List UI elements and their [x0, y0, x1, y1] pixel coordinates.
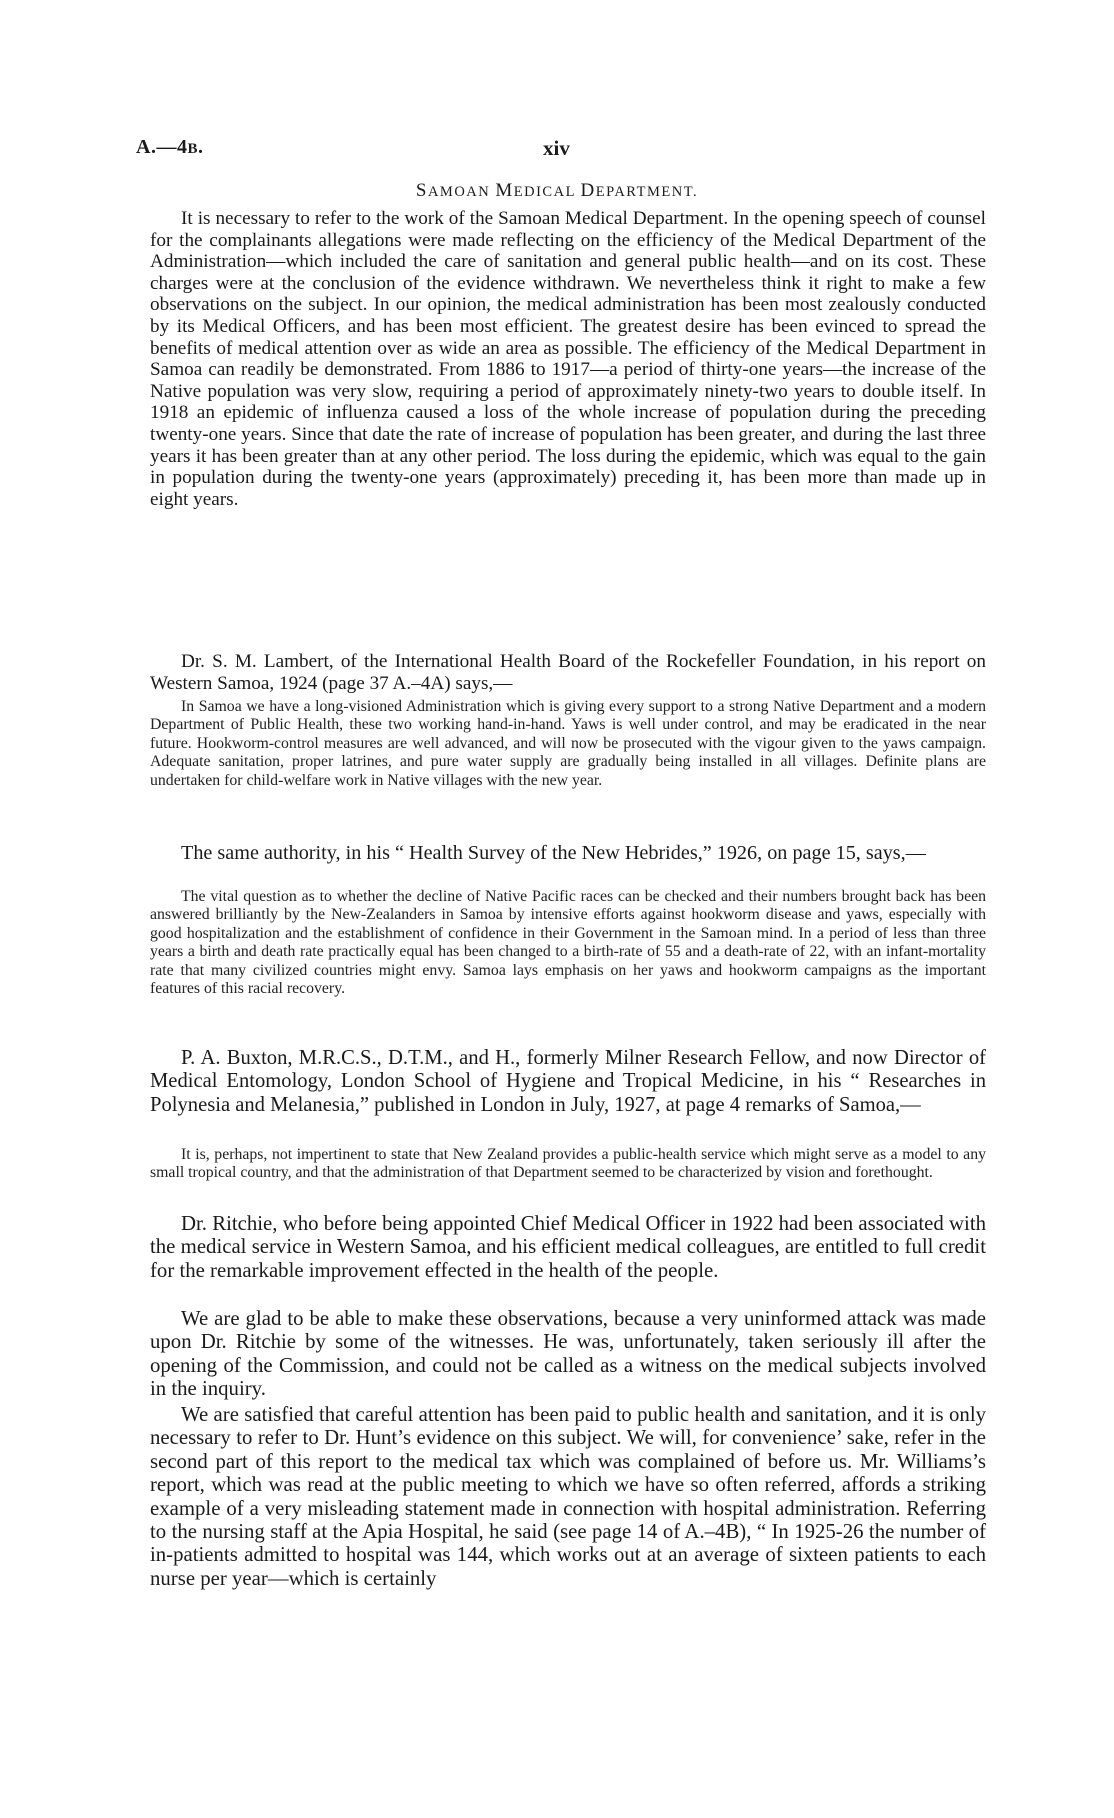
quote-buxton: [150, 1146, 986, 1183]
section-heading: [0, 180, 1114, 202]
paragraph-attack-on-ritchie: [150, 1307, 986, 1401]
quote-health-survey: [150, 888, 986, 998]
heading-rest-1: AMOAN: [427, 184, 496, 200]
paragraph-text: Dr. Ritchie, who before being appointed Chief Medical Officer in 1922 had been associated with the medical service in Western Samoa, and his efficient medical colleagues, are entitled to full credit for the remarkable improvement effected in the health of the people.: [150, 1212, 986, 1282]
paragraph-text: The same authority, in his “ Health Survey of the New Hebrides,” 1926, on page 15, says,—: [181, 842, 926, 864]
heading-cap-1: S: [415, 180, 428, 201]
paragraph-buxton-intro: [150, 1047, 986, 1117]
page-number: xiv: [543, 136, 570, 160]
heading-rest-2: EDICAL: [513, 184, 581, 200]
paragraph-text: We are glad to be able to make these observations, because a very uninformed attack was made upon Dr. Ritchie by some of the witnesses. He was, unfortunately, taken seriously ill after the opening of the Commission, and could not be called as a witness on the medical subjects involved in the inquiry.: [150, 1307, 986, 1401]
parliamentary-paper-reference: [136, 136, 203, 159]
paragraph-ritchie: [150, 1212, 986, 1282]
heading-cap-2: M: [495, 180, 514, 201]
paragraph-health-survey-intro: [150, 842, 986, 865]
paragraph-public-health: [150, 1403, 986, 1590]
paragraph-text: Dr. S. M. Lambert, of the International Health Board of the Rockefeller Foundation, in his report on Western Samoa, 1924 (page 37 A.–4A) says,—: [150, 651, 986, 694]
paragraph-text: We are satisfied that careful attention has been paid to public health and sanitation, and it is only necessary to refer to Dr. Hunt’s evidence on this subject. We will, for convenience’ sake, refer in the second part of this report to the medical tax which was complained of before us. Mr. Williams’s report, which was read at the public meeting to which we have so often referred, affords a striking example of a very misleading statement made in connection with hospital administration. Referring to the nursing staff at the Apia Hospital, he said (see page 14 of A.–4B), “ In 1925-26 the number of in-patients admitted to hospital was 144, which works out at an average of sixteen patients to each nurse per year—which is certainly: [150, 1403, 986, 1590]
quote-lambert-report: [150, 698, 986, 790]
paragraph-lambert-intro: [150, 651, 986, 694]
reference-end: .: [197, 136, 204, 158]
quote-text: In Samoa we have a long-visioned Administration which is giving every support to a strong Native Department and a modern Department of Public Health, these two working hand-in-hand. Yaws is well under control, and may be eradicated in the near future. Hookworm-control measures are well advanced, and will now be prosecuted with the vigour given to the yaws campaign. Adequate sanitation, proper latrines, and pure water supply are gradually being installed in all villages. Definite plans are undertaken for child-welfare work in Native villages with the new year.: [150, 698, 986, 789]
paragraph-medical-department: [150, 208, 986, 510]
paragraph-text: P. A. Buxton, M.R.C.S., D.T.M., and H., formerly Milner Research Fellow, and now Director of Medical Entomology, London School of Hygiene and Tropical Medicine, in his “ Researches in Polynesia and Melanesia,” published in London in July, 1927, at page 4 remarks of Samoa,—: [150, 1047, 986, 1116]
quote-text: The vital question as to whether the decline of Native Pacific races can be checked and their numbers brought back has been answered brilliantly by the New-Zealanders in Samoa by intensive efforts against hookworm disease and yaws, especially with good hospitalization and the establishment of confidence in their Government in the Samoan mind. In a period of less than three years a birth and death rate practically equal has been changed to a birth-rate of 55 and a death-rate of 22, with an infant-mortality rate that many civilized countries might envy. Samoa lays emphasis on her yaws and hookworm campaigns as the important features of this racial recovery.: [150, 888, 986, 998]
reference-main: A.—4: [136, 136, 188, 158]
heading-cap-3: D: [580, 180, 596, 201]
paragraph-text: It is necessary to refer to the work of the Samoan Medical Department. In the opening speech of counsel for the complainants allegations were made reflecting on the efficiency of the Medical Department of the Administration—which included the care of sanitation and general public health—and on its cost. These charges were at the conclusion of the evidence withdrawn. We nevertheless think it right to make a few observations on the subject. In our opinion, the medical administration has been most zealously conducted by its Medical Officers, and has been most efficient. The greatest desire has been evinced to spread the benefits of medical attention over as wide an area as possible. The efficiency of the Medical Department in Samoa can readily be demonstrated. From 1886 to 1917—a period of thirty-one years—the increase of the Native population was very slow, requiring a period of approximately ninety-two years to double itself. In 1918 an epidemic of influenza caused a loss of the whole increase of population during the preceding twenty-one years. Since that date the rate of increase of population has been greater, and during the last three years it has been greater than at any other period. The loss during the epidemic, which was equal to the gain in population during the twenty-one years (approximately) preceding it, has been more than made up in eight years.: [150, 208, 986, 510]
reference-sub: B: [187, 141, 198, 157]
quote-text: It is, perhaps, not impertinent to state that New Zealand provides a public-health service which might serve as a model to any small tropical country, and that the administration of that Department seemed to be characterized by vision and forethought.: [150, 1146, 986, 1182]
heading-rest-3: EPARTMENT.: [595, 184, 699, 200]
